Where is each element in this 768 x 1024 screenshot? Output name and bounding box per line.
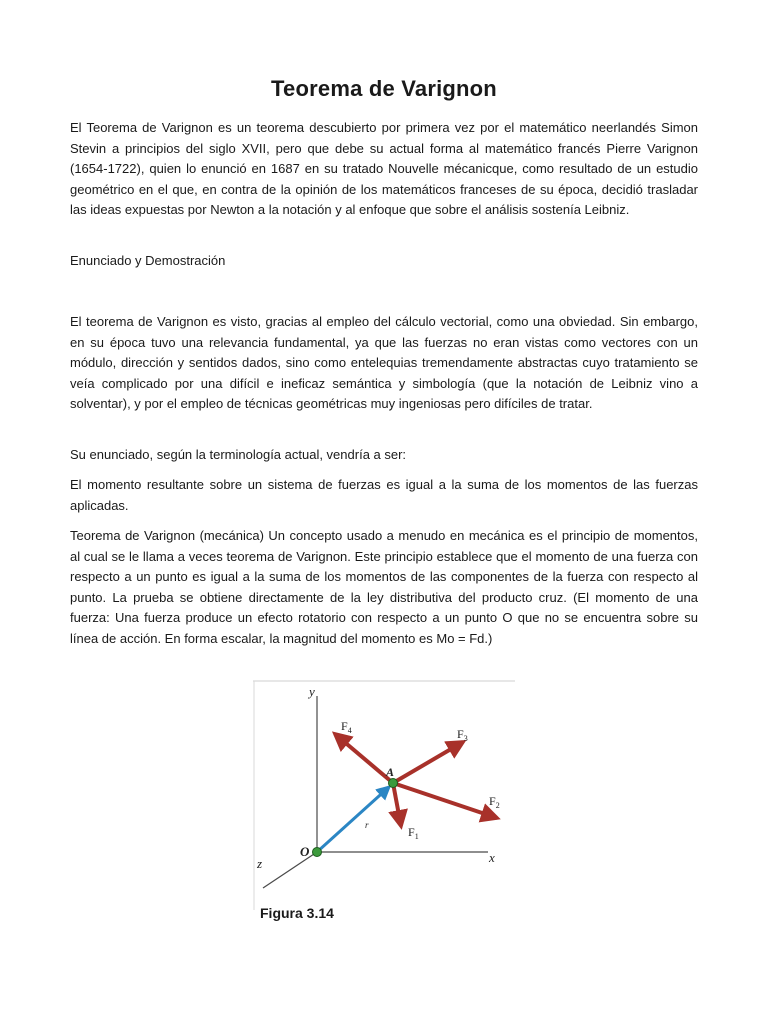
force-f1-arrow [393,783,401,826]
point-a-label: A [386,765,395,779]
force-diagram [253,680,515,930]
point-a-marker [389,779,398,788]
enunciado-intro-paragraph: Su enunciado, según la terminología actual, vendría a ser: [70,447,407,462]
position-vector-r [317,787,389,852]
intro-paragraph: El Teorema de Varignon es un teorema descubierto por primera vez por el matemático neerlandés Simon Stevin a principios del siglo XVII, pero que debe su actual forma al matemático francés Pierre Varignon (1654-1722), quien lo enunció en 1687 en su tratado Nouvelle mécanicque, como resultado de un estudio geométrico en el que, en contra de la opinión de los matemáticos franceses de su época, decidió trasladar las ideas expuestas por Newton a la notación y al enfoque que sobre el análisis sostenía Leibniz. [70,120,698,218]
page-title: Teorema de Varignon [271,76,497,101]
force-f1-label: $F_1$ [408,825,419,841]
force-f2-label: $F_2$ [489,794,500,810]
x-axis-label: x [489,850,495,865]
force-f4-arrow [335,734,393,783]
position-vector-label: r [365,820,369,830]
vectorial-paragraph: El teorema de Varignon es visto, gracias al empleo del cálculo vectorial, como una obviedad. Sin embargo, en su época tuvo una relevancia fundamental, ya que las fuerzas no eran vistas como vectores con un módulo, dirección y sentidos dados, sino como entelequias tremendamente abstractas cuyo tratamiento se veía complicado por una difícil e ineficaz semántica y simbología (que la notación de Leibniz vino a solventar), y por el empleo de técnicas geométricas muy ingeniosas pero difíciles de tratar. [70,314,698,412]
force-f3-arrow [393,742,463,783]
force-f2-arrow [393,783,497,818]
y-axis-label: y [309,684,315,699]
enunciado-paragraph: El momento resultante sobre un sistema de fuerzas es igual a la suma de los momentos de las fuerzas aplicadas. [70,477,698,513]
origin-label: O [300,844,310,859]
z-axis-label: z [257,856,263,871]
origin-marker [313,848,322,857]
force-f3-label: $F_3$ [457,727,468,743]
force-f4-label: $F_4$ [341,719,352,735]
mecanica-paragraph: Teorema de Varignon (mecánica) Un concepto usado a menudo en mecánica es el principio de momentos, al cual se le llama a veces teorema de Varignon. Este principio establece que el momento de una fuerza con respecto a un punto es igual a la suma de los momentos de las componentes de la fuerza con respecto al punto. La prueba se obtiene directamente de la ley distributiva del producto cruz. (El momento de una fuerza: Una fuerza produce un efecto rotatorio con respecto a un punto O que no se encuentra sobre su línea de acción. En forma escalar, la magnitud del momento es Mo = Fd.) [70,528,698,646]
figure-caption: Figura 3.14 [260,905,334,921]
section-heading: Enunciado y Demostración [70,253,226,268]
varignon-figure [253,680,515,930]
